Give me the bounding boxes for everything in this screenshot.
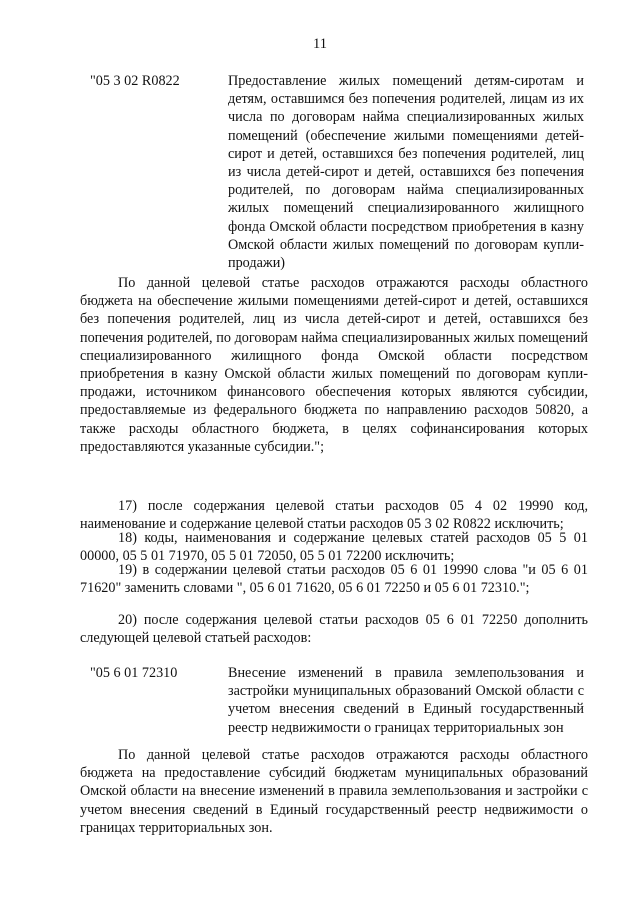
paragraph-item-18: 18) коды, наименования и содержание целевых статей расходов 05 5 01 00000, 05 5 01 71970, 05 5 01 72050, 05 5 01 72200 исключить; xyxy=(80,530,588,565)
entry-code: "05 3 02 R0822 xyxy=(90,73,180,89)
budget-entry-72310 xyxy=(90,664,584,737)
entry-description: Внесение изменений в правила землепользования и застройки муниципальных образований Омской области с учетом внесения сведений в Единый государственный реестр недвижимости о границах территориальных зон xyxy=(228,665,584,736)
budget-entry-r0822 xyxy=(90,72,584,272)
paragraph-item-17: 17) после содержания целевой статьи расходов 05 4 02 19990 код, наименование и содержание целевой статьи расходов 05 3 02 R0822 исключить; xyxy=(80,498,588,533)
paragraph-item-19: 19) в содержании целевой статьи расходов 05 6 01 19990 слова "и 05 6 01 71620" заменить словами ", 05 6 01 71620, 05 6 01 72250 и 05 6 01 72310."; xyxy=(80,562,588,597)
entry-description: Предоставление жилых помещений детям-сиротам и детям, оставшимся без попечения родителей, лицам из их числа по договорам найма специализированных жилых помещений (обеспечение жилыми помещениями детей-сирот и детей, оставшихся без попечения родителей, лиц из числа детей-сирот и детей, оставшихся без попечения родителей, по договорам найма специализированных жилых помещений специализированного жилищного фонда Омской области посредством приобретения в казну Омской области жилых помещений по договорам купли-продажи) xyxy=(228,73,584,272)
paragraph-72310-description: По данной целевой статье расходов отражаются расходы областного бюджета на предоставление субсидий бюджетам муниципальных образований Омской области на внесение изменений в правила землепользования и застройки с учетом внесения сведений в Единый государственный реестр недвижимости о границах территориальных зон. xyxy=(80,747,588,836)
paragraph-r0822-description: По данной целевой статье расходов отражаются расходы областного бюджета на обеспечение жилыми помещениями детей-сирот и детей, оставшихся без попечения родителей, лиц из числа детей-сирот и детей, оставшихся без попечения родителей, по договорам найма специализированных жилых помещений специализированного жилищного фонда Омской области посредством приобретения в казну Омской области жилых помещений по договорам купли-продажи, источником финансового обеспечения которых являются субсидии, предоставляемые из федерального бюджета по направлению расходов 50820, а также расходы областного бюджета, в целях софинансирования которых предоставляются указанные субсидии."; xyxy=(80,275,588,455)
page-number: 11 xyxy=(313,36,327,52)
paragraph-item-20: 20) после содержания целевой статьи расходов 05 6 01 72250 дополнить следующей целевой статьей расходов: xyxy=(80,612,588,647)
entry-code: "05 6 01 72310 xyxy=(90,665,178,681)
